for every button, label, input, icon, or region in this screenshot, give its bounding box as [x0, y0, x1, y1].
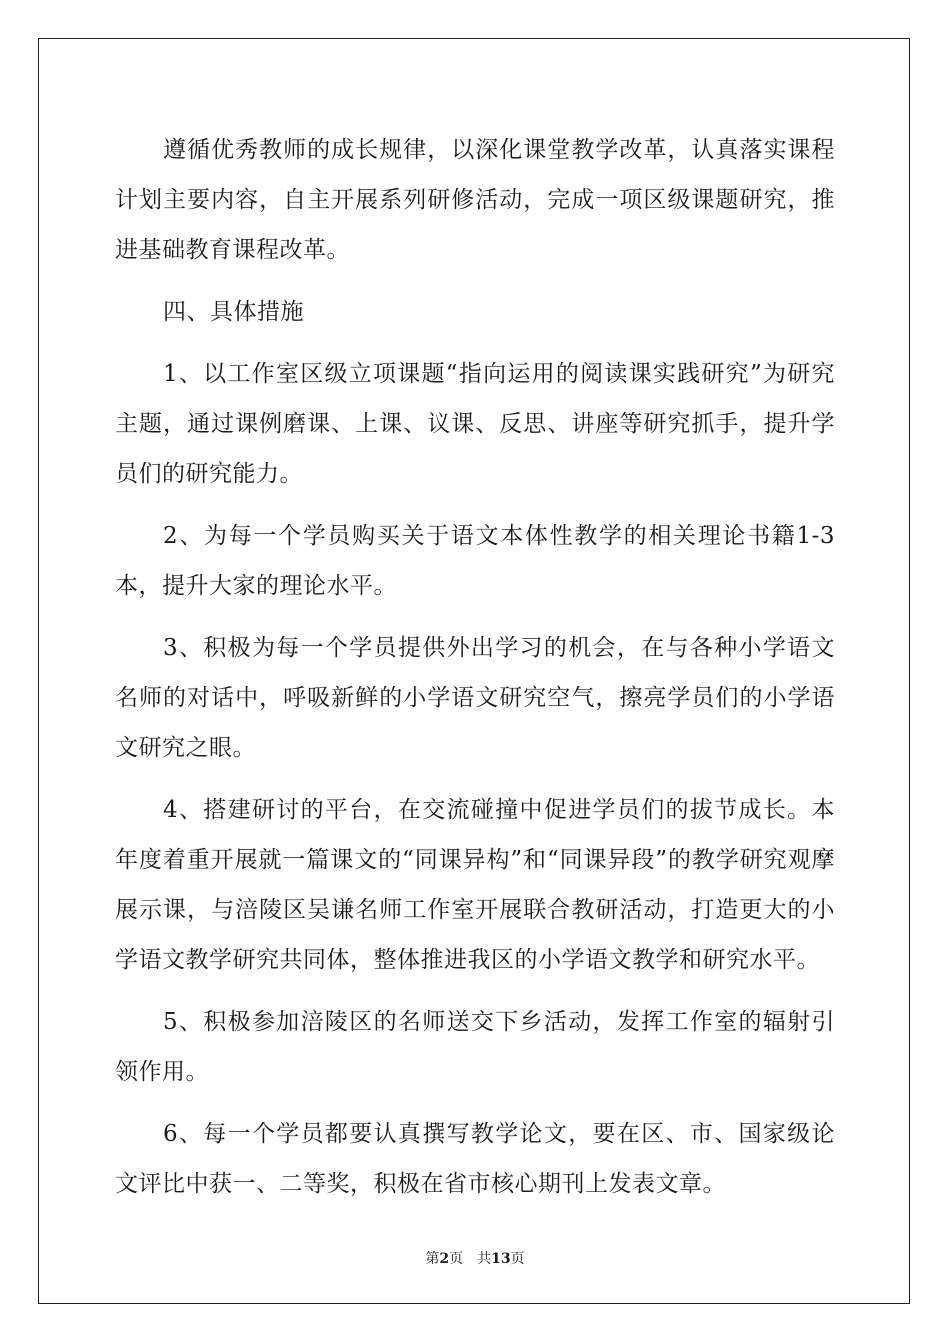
- paragraph-measure-6: 6、每一个学员都要认真撰写教学论文，要在区、市、国家级论文评比中获一、二等奖，积极在省市核心期刊上发表文章。: [115, 1121, 835, 1197]
- total-prefix: 共: [477, 1251, 492, 1267]
- paragraph-measure-1: 1、以工作室区级立项课题“指向运用的阅读课实践研究”为研究主题，通过课例磨课、上课、议课、反思、讲座等研究抓手，提升学员们的研究能力。: [115, 361, 835, 487]
- page-footer: [0, 1248, 950, 1268]
- paragraph-measure-4: 4、搭建研讨的平台，在交流碰撞中促进学员们的拔节成长。本年度着重开展就一篇课文的“同课异构”和“同课异段”的教学研究观摩展示课，与涪陵区吴谦名师工作室开展联合教研活动，打造更大的小学语文教学研究共同体，整体推进我区的小学语文教学和研究水平。: [115, 797, 835, 973]
- document-body: [115, 125, 835, 1221]
- paragraph-measure-3: 3、积极为每一个学员提供外出学习的机会，在与各种小学语文名师的对话中，呼吸新鲜的小学语文研究空气，擦亮学员们的小学语文研究之眼。: [115, 635, 835, 761]
- page-number: 2: [439, 1251, 450, 1267]
- total-pages: 13: [491, 1251, 511, 1267]
- paragraph-measure-5: 5、积极参加涪陵区的名师送交下乡活动，发挥工作室的辐射引领作用。: [115, 1009, 835, 1085]
- page-prefix: 第: [425, 1251, 440, 1267]
- paragraph-intro: 遵循优秀教师的成长规律，以深化课堂教学改革，认真落实课程计划主要内容，自主开展系列研修活动，完成一项区级课题研究，推进基础教育课程改革。: [115, 137, 835, 263]
- paragraph-measure-2: 2、为每一个学员购买关于语文本体性教学的相关理论书籍1-3本，提升大家的理论水平。: [115, 523, 835, 599]
- page-suffix: 页: [449, 1251, 464, 1267]
- total-suffix: 页: [510, 1251, 525, 1267]
- section-heading-measures: 四、具体措施: [163, 299, 304, 325]
